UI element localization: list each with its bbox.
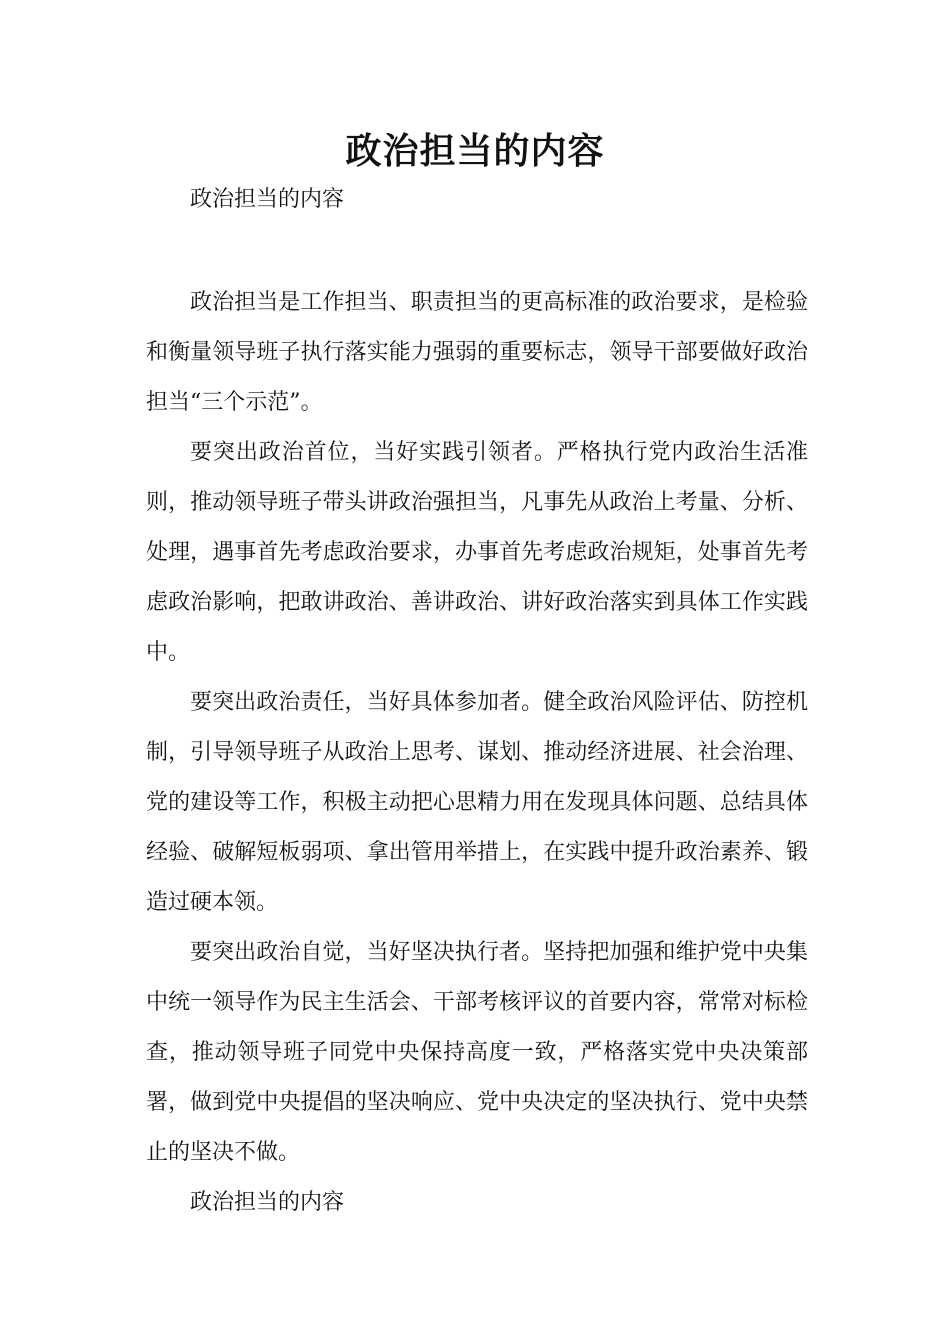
paragraph-practice-leader: 要突出政治首位，当好实践引领者。严格执行党内政治生活准则，推动领导班子带头讲政治强担当，凡事先从政治上考量、分析、处理，遇事首先考虑政治要求，办事首先考虑政治规矩，处事首先考虑政治影响，把敢讲政治、善讲政治、讲好政治落实到具体工作实践中。 — [146, 440, 808, 665]
paragraph-footer-line: 政治担当的内容 — [190, 1190, 345, 1215]
paragraph-executor: 要突出政治自觉，当好坚决执行者。坚持把加强和维护党中央集中统一领导作为民主生活会、干部考核评议的首要内容，常常对标检查，推动领导班子同党中央保持高度一致，严格落实党中央决策部署，做到党中央提倡的坚决响应、党中央决定的坚决执行、党中央禁止的坚决不做。 — [146, 940, 808, 1165]
paragraph-intro: 政治担当是工作担当、职责担当的更高标准的政治要求，是检验和衡量领导班子执行落实能力强弱的重要标志，领导干部要做好政治担当“三个示范”。 — [146, 290, 808, 415]
document-title: 政治担当的内容 — [345, 131, 605, 172]
document-body — [146, 278, 808, 1228]
document-subtitle: 政治担当的内容 — [190, 187, 345, 212]
paragraph-participant: 要突出政治责任，当好具体参加者。健全政治风险评估、防控机制，引导领导班子从政治上思考、谋划、推动经济进展、社会治理、党的建设等工作，积极主动把心思精力用在发现具体问题、总结具体经验、破解短板弱项、拿出管用举措上，在实践中提升政治素养、锻造过硬本领。 — [146, 690, 808, 915]
